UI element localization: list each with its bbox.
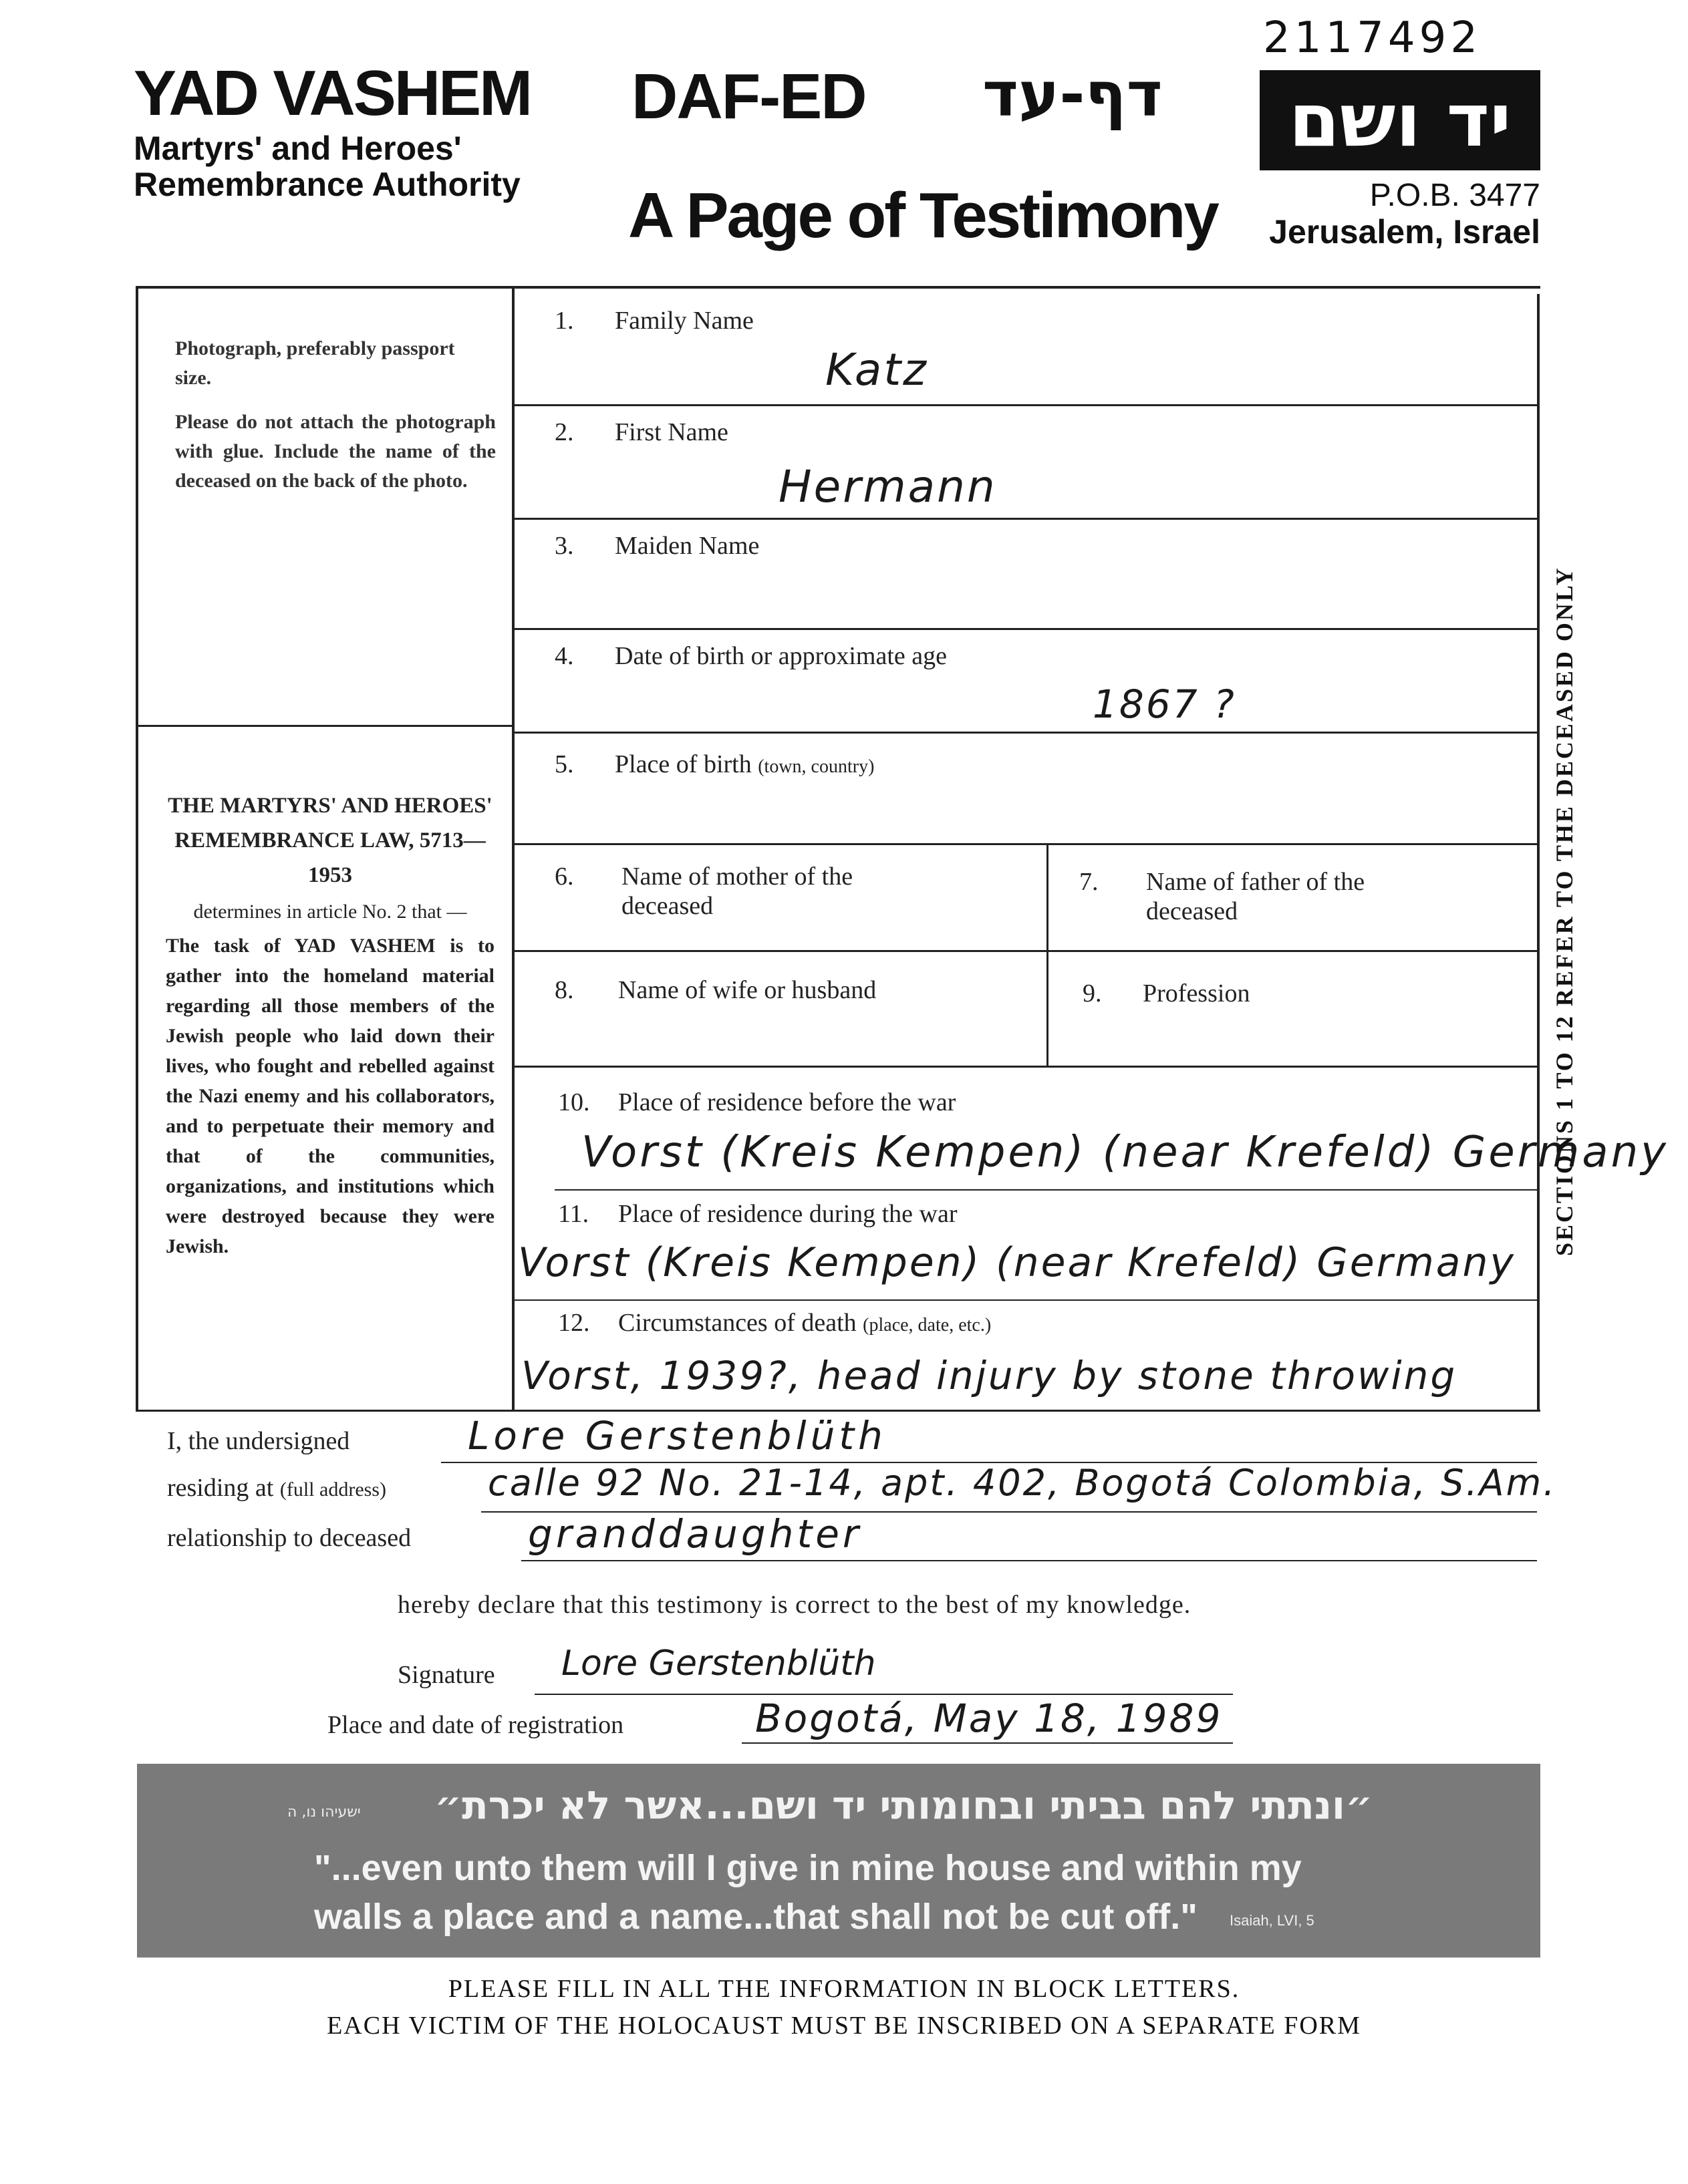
footer-instruction-1: PLEASE FILL IN ALL THE INFORMATION IN BLOCK LETTERS. (448, 1975, 1240, 2003)
daf-ed-title: DAF-ED (631, 61, 866, 132)
f8-label: Name of wife or husband (618, 976, 877, 1004)
birth-date-value[interactable]: 1867 ? (1093, 681, 1236, 727)
photo-heading: Photograph, preferably passport size. (175, 337, 455, 389)
banner-english-line2: walls a place and a name...that shall not be cut off." (314, 1897, 1198, 1937)
address-label (167, 1473, 386, 1503)
f10-label: Place of residence before the war (618, 1088, 956, 1116)
f2-number: 2. (555, 418, 574, 446)
relationship-underline (521, 1560, 1537, 1561)
f5-label-text: Place of birth (615, 750, 752, 778)
f4-underline (515, 732, 1537, 734)
address-value[interactable]: calle 92 No. 21-14, apt. 402, Bogotá Colombia, S.Am. (488, 1462, 1557, 1504)
f2-label: First Name (615, 418, 728, 446)
f4-label: Date of birth or approximate age (615, 642, 947, 670)
undersigned-label: I, the undersigned (167, 1427, 350, 1455)
f6-label: Name of mother of the deceased (621, 863, 853, 920)
f3-underline (515, 628, 1537, 630)
f4-number: 4. (555, 642, 574, 670)
undersigned-value[interactable]: Lore Gerstenblüth (468, 1413, 887, 1458)
law-intro: determines in article No. 2 that — (193, 901, 467, 923)
f10-underline (555, 1189, 1537, 1191)
relationship-label: relationship to deceased (167, 1524, 412, 1552)
address-label-text: residing at (167, 1474, 274, 1502)
first-name-value[interactable]: Hermann (779, 461, 997, 512)
frame-middle-line (512, 286, 515, 1412)
f12-label-text: Circumstances of death (618, 1309, 857, 1337)
banner-hebrew-verse: ״ונתתי להם בביתי ובחומותי יד ושם...אשר לא יכרת״ (434, 1782, 1373, 1828)
f1-number: 1. (555, 307, 574, 335)
f2-underline (515, 518, 1537, 520)
f12-label (618, 1308, 991, 1338)
family-name-value[interactable]: Katz (825, 344, 928, 396)
f6-number: 6. (555, 863, 574, 891)
po-box: P.O.B. 3477 (1369, 178, 1540, 213)
org-name: YAD VASHEM (134, 57, 531, 129)
f3-number: 3. (555, 532, 574, 560)
law-body: The task of YAD VASHEM is to gather into the homeland material regarding all those members of the Jewish people who laid down their lives, who fought and rebelled against the Nazi enemy and his collaborators, and to perpetuate their memory and that of the communities, organizations, and institutions which were destroyed because they were Jewish. (166, 935, 495, 1257)
f9-label: Profession (1143, 979, 1250, 1007)
f11-number: 11. (558, 1200, 589, 1228)
signature-value[interactable]: Lore Gerstenblüth (561, 1644, 876, 1684)
side-note: SECTIONS 1 TO 12 REFER TO THE DECEASED ONLY (1551, 566, 1578, 1256)
photo-instructions: Please do not attach the photograph with glue. Include the name of the deceased on the back of the photo. (175, 411, 496, 492)
f11-label: Place of residence during the war (618, 1200, 958, 1228)
f1-underline (515, 404, 1537, 406)
residence-before-war-value[interactable]: Vorst (Kreis Kempen) (near Krefeld) Germany (581, 1128, 1669, 1177)
place-date-label: Place and date of registration (327, 1711, 624, 1739)
left-panel-divider (137, 725, 513, 727)
f5-label (615, 750, 874, 779)
f11-underline (515, 1299, 1537, 1301)
banner-hebrew-reference: ישעיהו נו, ה (287, 1804, 361, 1821)
banner-english-line1: "...even unto them will I give in mine house and within my (314, 1848, 1302, 1888)
residence-during-war-value[interactable]: Vorst (Kreis Kempen) (near Krefeld) Germany (518, 1239, 1516, 1286)
declaration-statement: hereby declare that this testimony is correct to the best of my knowledge. (398, 1591, 1191, 1619)
frame-top-line (137, 286, 1540, 289)
law-heading: THE MARTYRS' AND HEROES' REMEMBRANCE LAW, 5713—1953 (168, 794, 493, 887)
f9-number: 9. (1083, 979, 1102, 1007)
f12-number: 12. (558, 1309, 590, 1337)
yad-vashem-logo: יד ושם (1260, 70, 1540, 170)
serial-number: 2117492 (1263, 13, 1482, 63)
circumstances-of-death-value[interactable]: Vorst, 1939?, head injury by stone throwing (521, 1353, 1457, 1398)
signature-underline (535, 1694, 1233, 1695)
f12-label-note: (place, date, etc.) (863, 1315, 992, 1336)
signature-label: Signature (398, 1661, 495, 1689)
photo-instructions-panel (175, 334, 496, 510)
f7-label: Name of father of the deceased (1146, 868, 1365, 925)
place-date-underline (742, 1742, 1233, 1744)
banner-english-reference: Isaiah, LVI, 5 (1230, 1912, 1314, 1929)
f1-label: Family Name (615, 307, 754, 335)
f5-underline (515, 843, 1537, 845)
f8-f9-divider (1046, 952, 1048, 1067)
page-title: A Page of Testimony (628, 180, 1218, 251)
hebrew-title: דף-עד (982, 59, 1163, 130)
f5-number: 5. (555, 750, 574, 778)
f8-underline (515, 1066, 1537, 1068)
form-bottom-line (137, 1410, 1540, 1412)
address-label-note: (full address) (279, 1478, 386, 1501)
f6-f7-divider (1046, 843, 1048, 950)
frame-left-line (136, 286, 138, 1412)
f5-label-note: (town, country) (758, 756, 875, 777)
f8-number: 8. (555, 976, 574, 1004)
place-date-value[interactable]: Bogotá, May 18, 1989 (755, 1696, 1223, 1741)
f6-underline (515, 950, 1537, 952)
relationship-value[interactable]: granddaughter (528, 1511, 862, 1557)
footer-instruction-2: EACH VICTIM OF THE HOLOCAUST MUST BE INSCRIBED ON A SEPARATE FORM (327, 2012, 1361, 2040)
org-subtitle: Martyrs' and Heroes' Remembrance Authority (134, 130, 521, 203)
f7-number: 7. (1079, 868, 1099, 896)
frame-right-line (1537, 294, 1540, 1410)
city: Jerusalem, Israel (1269, 213, 1540, 251)
law-panel (166, 788, 495, 1261)
f3-label: Maiden Name (615, 532, 760, 560)
f10-number: 10. (558, 1088, 590, 1116)
